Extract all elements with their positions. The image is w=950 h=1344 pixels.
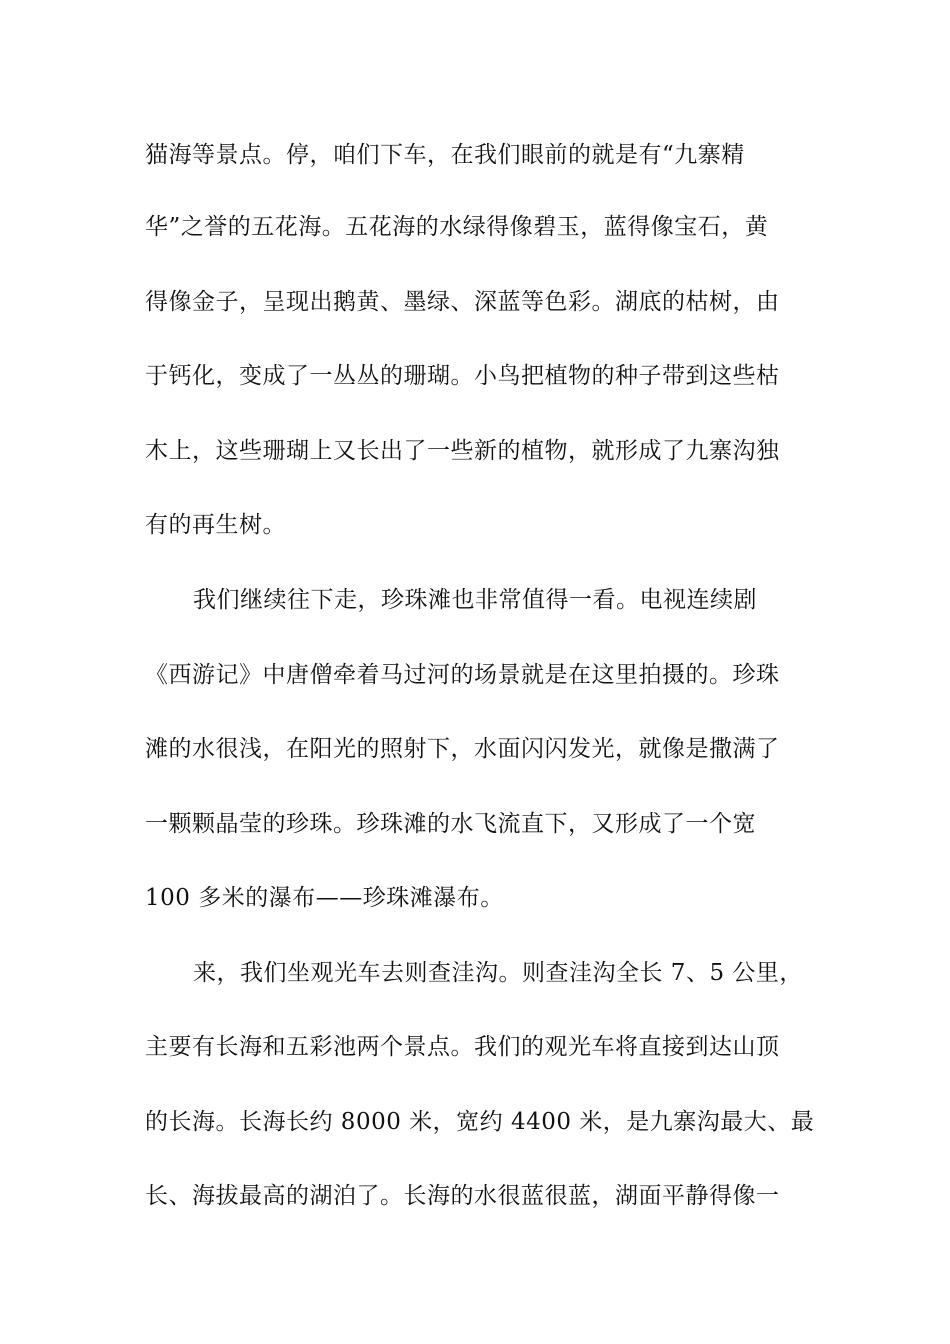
- text-line: 滩的水很浅，在阳光的照射下，水面闪闪发光，就像是撒满了: [145, 736, 780, 762]
- text-line: 长、海拔最高的湖泊了。长海的水很蓝很蓝，湖面平静得像一: [145, 1183, 780, 1209]
- paragraph-start-line: 来，我们坐观光车去则查洼沟。则查洼沟全长 7、5 公里，: [193, 960, 803, 986]
- text-line: 有的再生树。: [145, 512, 286, 538]
- text-line: 得像金子，呈现出鹅黄、墨绿、深蓝等色彩。湖底的枯树，由: [145, 289, 780, 315]
- text-line: 一颗颗晶莹的珍珠。珍珠滩的水飞流直下，又形成了一个宽: [145, 811, 756, 837]
- text-line: 100 多米的瀑布——珍珠滩瀑布。: [145, 885, 504, 911]
- text-line: 华”之誉的五花海。五花海的水绿得像碧玉，蓝得像宝石，黄: [145, 214, 769, 240]
- text-line: 于钙化，变成了一丛丛的珊瑚。小鸟把植物的种子带到这些枯: [145, 363, 780, 389]
- text-line: 主要有长海和五彩池两个景点。我们的观光车将直接到达山顶: [145, 1034, 780, 1060]
- text-line: 木上，这些珊瑚上又长出了一些新的植物，就形成了九寨沟独: [145, 438, 780, 464]
- text-line: 的长海。长海长约 8000 米，宽约 4400 米，是九寨沟最大、最: [145, 1109, 815, 1135]
- text-line: 猫海等景点。停，咱们下车，在我们眼前的就是有“九寨精: [145, 142, 745, 168]
- text-line: 《西游记》中唐僧牵着马过河的场景就是在这里拍摄的。珍珠: [145, 662, 780, 688]
- paragraph-start-line: 我们继续往下走，珍珠滩也非常值得一看。电视连续剧: [193, 587, 757, 613]
